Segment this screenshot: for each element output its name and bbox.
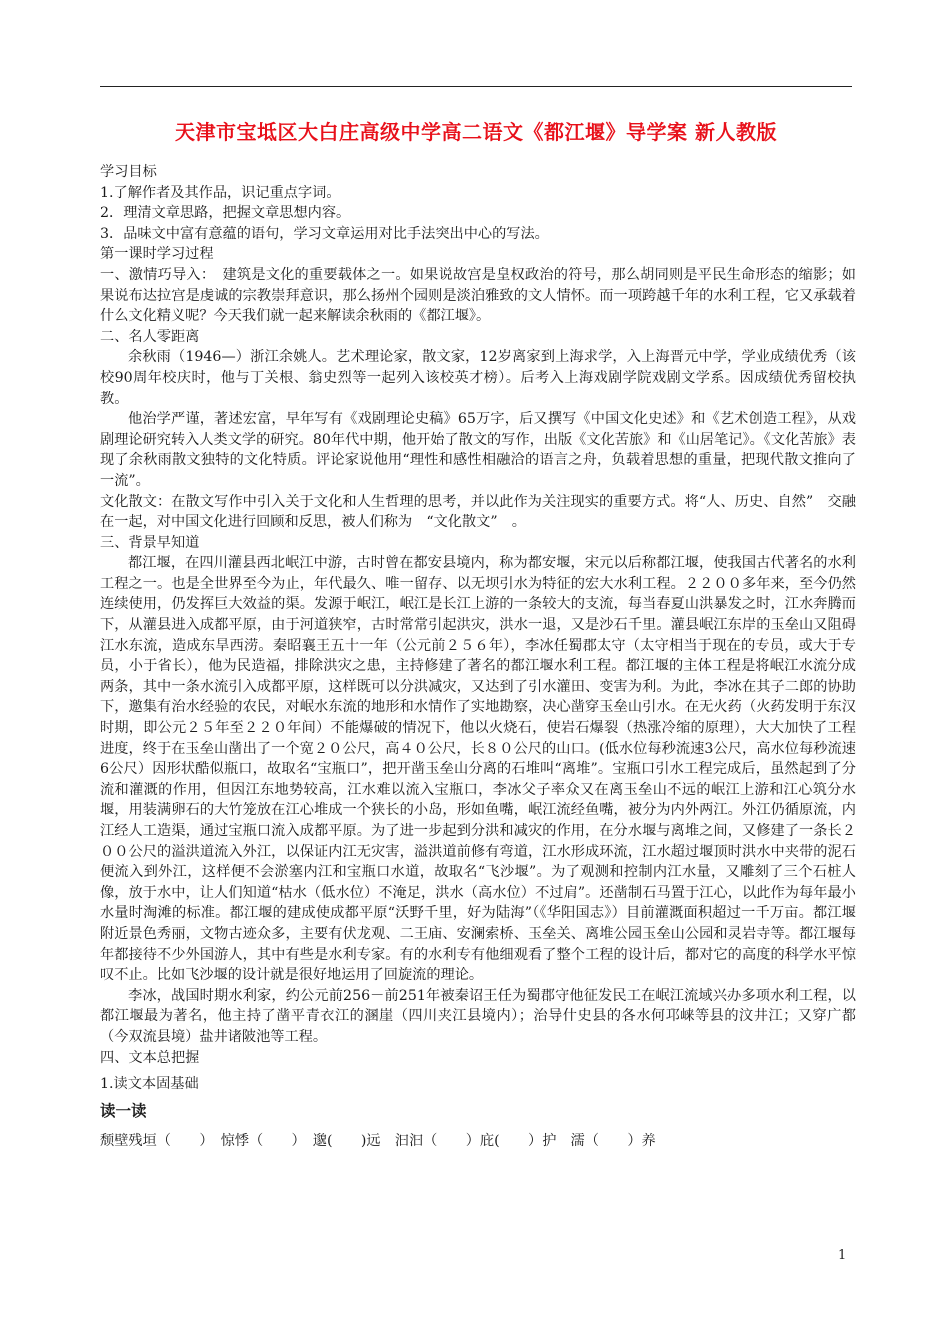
cultural-essay-paragraph: 文化散文：在散文写作中引入关于文化和人生哲理的思考，并以此作为关注现实的重要方式。将“人、历史、自然” 交融在一起，对中国文化进行回顾和反思，被人们称为 “文化散文” 。 (100, 493, 856, 531)
author-paragraph-1: 余秋雨（1946—）浙江余姚人。艺术理论家，散文家，12岁离家到上海求学，入上海晋元中学，学业成绩优秀（该校90周年校庆时，他与丁关根、翁史烈等一起列入该校英才榜）。后考入上海戏剧学院戏剧文学系。因成绩优秀留校执教。 (100, 349, 856, 407)
document-body (100, 162, 856, 1152)
objectives-heading: 学习目标 (100, 164, 157, 180)
lesson1-heading: 第一课时学习过程 (100, 246, 214, 263)
summary-heading: 四、文本总把握 (100, 1049, 200, 1066)
objective-item: 1.了解作者及其作品，识记重点字词。 (100, 184, 341, 201)
intro-paragraph: 一、激情巧导入： 建筑是文化的重要载体之一。如果说故宫是皇权政治的符号，那么胡同则是平民生命形态的缩影；如果说布达拉宫是虔诚的宗教崇拜意识，那么扬州个园则是淡泊雅致的文人情怀。而一项跨越千年的水利工程，它又承载着什么文化精义呢？今天我们就一起来解读余秋雨的《都江堰》。 (100, 266, 856, 325)
author-heading: 二、名人零距离 (100, 328, 200, 345)
background-paragraph-1: 都江堰，在四川灌县西北岷江中游，古时曾在都安县境内，称为都安堰，宋元以后称都江堰，使我国古代著名的水利工程之一。也是全世界至今为止，年代最久、唯一留存、以无坝引水为特征的宏大水利工程。２２００多年来，至今仍然连续使用，仍发挥巨大效益的渠。发源于岷江，岷江是长江上游的一条较大的支流，每当春夏山洪暴发之时，江水奔腾而下，从灌县进入成都平原，由于河道狭窄，古时常常引起洪灾，洪水一退，又是沙石千里。灌县岷江东岸的玉垒山又阻碍江水东流，造成东旱西涝。秦昭襄王五十一年（公元前２５６年），李冰任蜀郡太守（太守相当于现在的专员，或大于专员，小于省长），他为民造福，排除洪灾之患，主持修建了著名的都江堰水利工程。都江堰的主体工程是将岷江水流分成两条，其中一条水流引入成都平原，这样既可以分洪减灾，又达到了引水灌田、变害为利。为此，李冰在其子二郎的协助下，邀集有治水经验的农民，对岷水东流的地形和水情作了实地勘察，决心凿穿玉垒山引水。在无火药（火药发明于东汉时期，即公元２５年至２２０年间）不能爆破的情况下，他以火烧石，使岩石爆裂（热涨冷缩的原理），大大加快了工程进度，终于在玉垒山凿出了一个宽２０公尺，高４０公尺，长８０公尺的山口。(低水位每秒流速3公尺，高水位每秒流速6公尺）因形状酷似瓶口，故取名“宝瓶口”，把开凿玉垒山分离的石堆叫“离堆”。宝瓶口引水工程完成后，虽然起到了分流和灌溉的作用，但因江东地势较高，江水难以流入宝瓶口，李冰父子率众又在离玉垒山不远的岷江上游和江心筑分水堰，用装满卵石的大竹笼放在江心堆成一个狭长的小岛，形如鱼嘴，岷江流经鱼嘴，被分为内外两江。外江仍循原流，内江经人工造渠，通过宝瓶口流入成都平原。为了进一步起到分洪和减灾的作用，在分水堰与离堆之间，又修建了一条长２００公尺的溢洪道流入外江，以保证内江无灾害，溢洪道前修有弯道，江水形成环流，江水超过堰顶时洪水中夹带的泥石便流入到外江，这样便不会淤塞内江和宝瓶口水道，故取名“飞沙堰”。为了观测和控制内江水量，又雕刻了三个石桩人像，放于水中，让人们知道“枯水（低水位）不淹足，洪水（高水位）不过肩”。还凿制石马置于江心，以此作为每年最小水量时淘滩的标准。都江堰的建成使成都平原“沃野千里，好为陆海”（《华阳国志》）目前灌溉面积超过一千万亩。都江堰附近景色秀丽，文物古迹众多，主要有伏龙观、二王庙、安澜索桥、玉垒关、离堆公园玉垒山公园和灵岩寺等。都江堰每年都接待不少外国游人，其中有些是水利专家。有的水利专有他细观看了整个工程的设计后，都对它的高度的科学水平惊叹不止。比如飞沙堰的设计就是很好地运用了回旋流的理论。 (100, 555, 856, 984)
author-paragraph-2: 他治学严谨，著述宏富，早年写有《戏剧理论史稿》65万字，后又撰写《中国文化史述》和《艺术创造工程》，从戏剧理论研究转入人类文学的研究。80年代中期，他开始了散文的写作，出版《文化苦旅》和《山居笔记》。《文化苦旅》表现了余秋雨散文独特的文化特质。评论家说他用“理性和感性相融洽的语言之舟，负载着思想的重量，把现代散文推向了一流”。 (100, 411, 856, 489)
header-rule (100, 86, 852, 87)
objective-item: 2．理清文章思路，把握文章思想内容。 (100, 205, 351, 222)
background-heading: 三、背景早知道 (100, 534, 200, 551)
summary-subheading: 1.读文本固基础 (100, 1076, 199, 1093)
objective-item: 3．品味文中富有意蕴的语句，学习文章运用对比手法突出中心的写法。 (100, 225, 549, 242)
document-title: 天津市宝坻区大白庄高级中学高二语文《都江堰》导学案 新人教版 (175, 120, 777, 144)
read-heading: 读一读 (100, 1100, 147, 1120)
background-paragraph-2: 李冰，战国时期水利家，约公元前256－前251年被秦诏王任为蜀郡守他征发民工在岷江流域兴办多项水利工程，以都江堰最为著名，他主持了凿平青衣江的溷崖（四川夹江县境内）；治导什史县的各水何邛崃等县的汶井江；又穿广都（今双流县境）盐井诸陂池等工程。 (100, 987, 856, 1045)
pinyin-exercise-row: 颓壁残垣（ ） 惊悸（ ） 邈( )远 汩汩（ ）庇( ）护 濡（ ）养 (100, 1133, 656, 1150)
page-number: 1 (838, 1248, 847, 1263)
